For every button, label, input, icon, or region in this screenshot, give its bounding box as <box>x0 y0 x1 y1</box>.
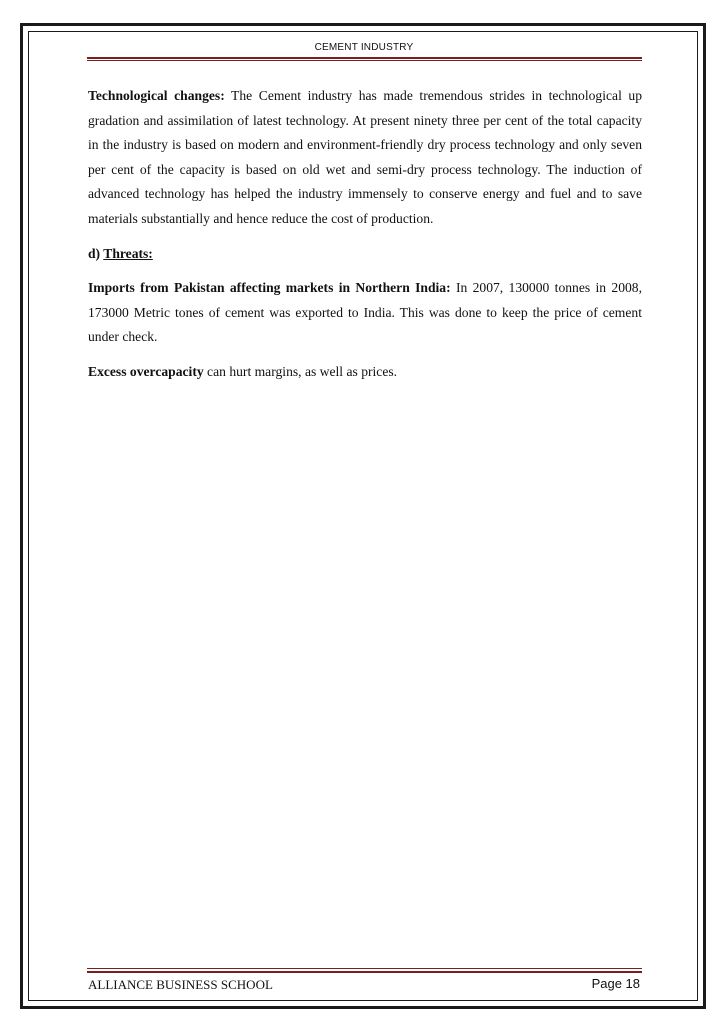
technological-changes-text: The Cement industry has made tremendous strides in technological up gradation and assimilation of latest technology. At present ninety three per cent of the total capacity in the industry is based on modern and environment-friendly dry process technology and only seven per cent of the capacity is based on old wet and semi-dry process technology. The induction of advanced technology has helped the industry immensely to conserve energy and fuel and to save materials substantially and hence reduce the cost of production. <box>88 88 643 226</box>
footer-rule <box>87 971 642 973</box>
header-rule-thin <box>87 60 642 61</box>
page-body <box>88 84 642 395</box>
threats-title: Threats: <box>103 245 153 261</box>
threats-prefix: d) <box>88 245 104 261</box>
excess-text: can hurt margins, as well as prices. <box>203 363 398 379</box>
threats-heading <box>88 242 642 267</box>
page-number: Page 18 <box>591 976 640 991</box>
imports-label: Imports from Pakistan affecting markets in Northern India: <box>88 280 451 296</box>
footer-rule-thin <box>87 968 642 969</box>
paragraph-excess-overcapacity <box>88 360 642 385</box>
paragraph-imports <box>88 276 642 350</box>
header-rule <box>87 57 642 59</box>
paragraph-technological-changes <box>88 84 642 232</box>
footer-school-name: ALLIANCE BUSINESS SCHOOL <box>88 977 273 992</box>
technological-changes-label: Technological changes: <box>88 88 225 103</box>
running-header: CEMENT INDUSTRY <box>314 42 414 53</box>
excess-label: Excess overcapacity <box>88 363 204 379</box>
imports-text: In 2007, 130000 tonnes in 2008, 173000 Metric tones of cement was exported to India. This was done to keep the price of cement under check. <box>88 280 642 345</box>
